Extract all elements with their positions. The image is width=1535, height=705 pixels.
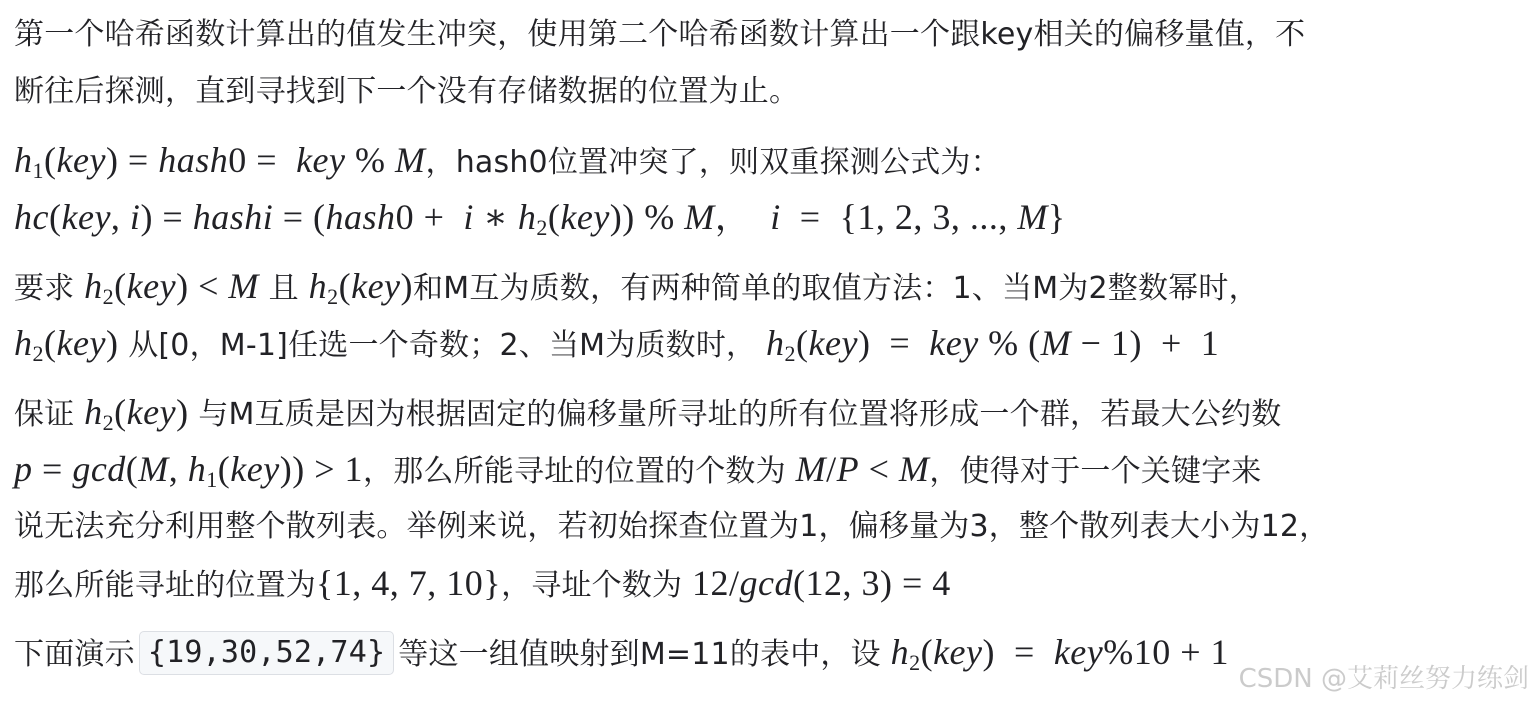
p3-math-positions: {1, 4, 7, 10} xyxy=(316,563,502,603)
paragraph-2-line-2 xyxy=(14,315,1529,372)
p4-math-h2-def: $h_2(key) = key\%10 + 1$ xyxy=(890,632,1230,675)
paragraph-1-line-1: 第一个哈希函数计算出的值发生冲突，使用第二个哈希函数计算出一个跟key相关的偏移量值，不 xyxy=(14,17,1306,52)
p3-math-gcd: p = gcd(M, $h_1(key)) > 1$ xyxy=(14,449,364,492)
inline-code-values: {19,30,52,74} xyxy=(139,631,394,675)
p3-math-h2: $h_2(key)$ xyxy=(84,392,189,435)
formula-hc xyxy=(14,189,1529,246)
p3-math-m-over-p: M/P < M xyxy=(795,449,930,489)
paragraph-3-line-1 xyxy=(14,384,1529,441)
p2-text-c: 和M互为质数，有两种简单的取值方法：1、当M为2整数幂时， xyxy=(413,271,1259,306)
paragraph-1-line-2: 断往后探测，直到寻找到下一个没有存储数据的位置为止。 xyxy=(14,74,800,109)
p3-text-a: 保证 xyxy=(14,397,75,432)
formula-h1-math: $h_1(key)$ = hash0 = key % M xyxy=(14,140,426,183)
document-body xyxy=(14,6,1529,681)
p2-math-h2-formula: $h_2(key)$ = key % (M − 1) + 1 xyxy=(766,323,1220,366)
p4-text-b: 等这一组值映射到M=11的表中，设 xyxy=(398,637,881,672)
p4-text-a: 下面演示 xyxy=(14,637,135,672)
paragraph-3-line-2 xyxy=(14,441,1529,498)
p2-math-h2: $h_2(key)$ xyxy=(308,266,414,309)
p3-math-count: 12/gcd(12, 3) = 4 xyxy=(692,563,951,603)
p2-text-b: 且 xyxy=(268,271,299,306)
p3-text-g: ，寻址个数为 xyxy=(501,568,683,603)
p3-text-f: 那么所能寻址的位置为 xyxy=(14,568,316,603)
p3-text-c: ，那么所能寻址的位置的个数为 xyxy=(363,454,786,489)
formula-h1-text: ，hash0位置冲突了，则双重探测公式为： xyxy=(425,145,1001,180)
paragraph-2-line-1 xyxy=(14,258,1529,315)
p2-text-a: 要求 xyxy=(14,271,75,306)
p2-math-h2-second: $h_2(key)$ xyxy=(14,323,119,366)
paragraph-3-line-3: 说无法充分利用整个散列表。举例来说，若初始探查位置为1，偏移量为3，整个散列表大小为12， xyxy=(14,509,1330,544)
paragraph-3-line-4 xyxy=(14,555,1529,612)
p2-math-h2-less-m: $h_2(key) < M$ xyxy=(84,266,259,309)
formula-hc-math: hc(key, i) = hashi = (hash0 + i ∗ $h_2(key)$) % M， i = {1, 2, 3, ..., M} xyxy=(14,197,1066,240)
csdn-watermark: CSDN @艾莉丝努力练剑 xyxy=(1238,664,1529,694)
formula-h1 xyxy=(14,132,1529,189)
p3-text-b: 与M互质是因为根据固定的偏移量所寻址的所有位置将形成一个群，若最大公约数 xyxy=(198,397,1282,432)
p3-text-d: ，使得对于一个关键字来 xyxy=(929,454,1262,489)
p2-text-d: 从[0，M-1]任选一个奇数；2、当M为质数时， xyxy=(128,328,757,363)
